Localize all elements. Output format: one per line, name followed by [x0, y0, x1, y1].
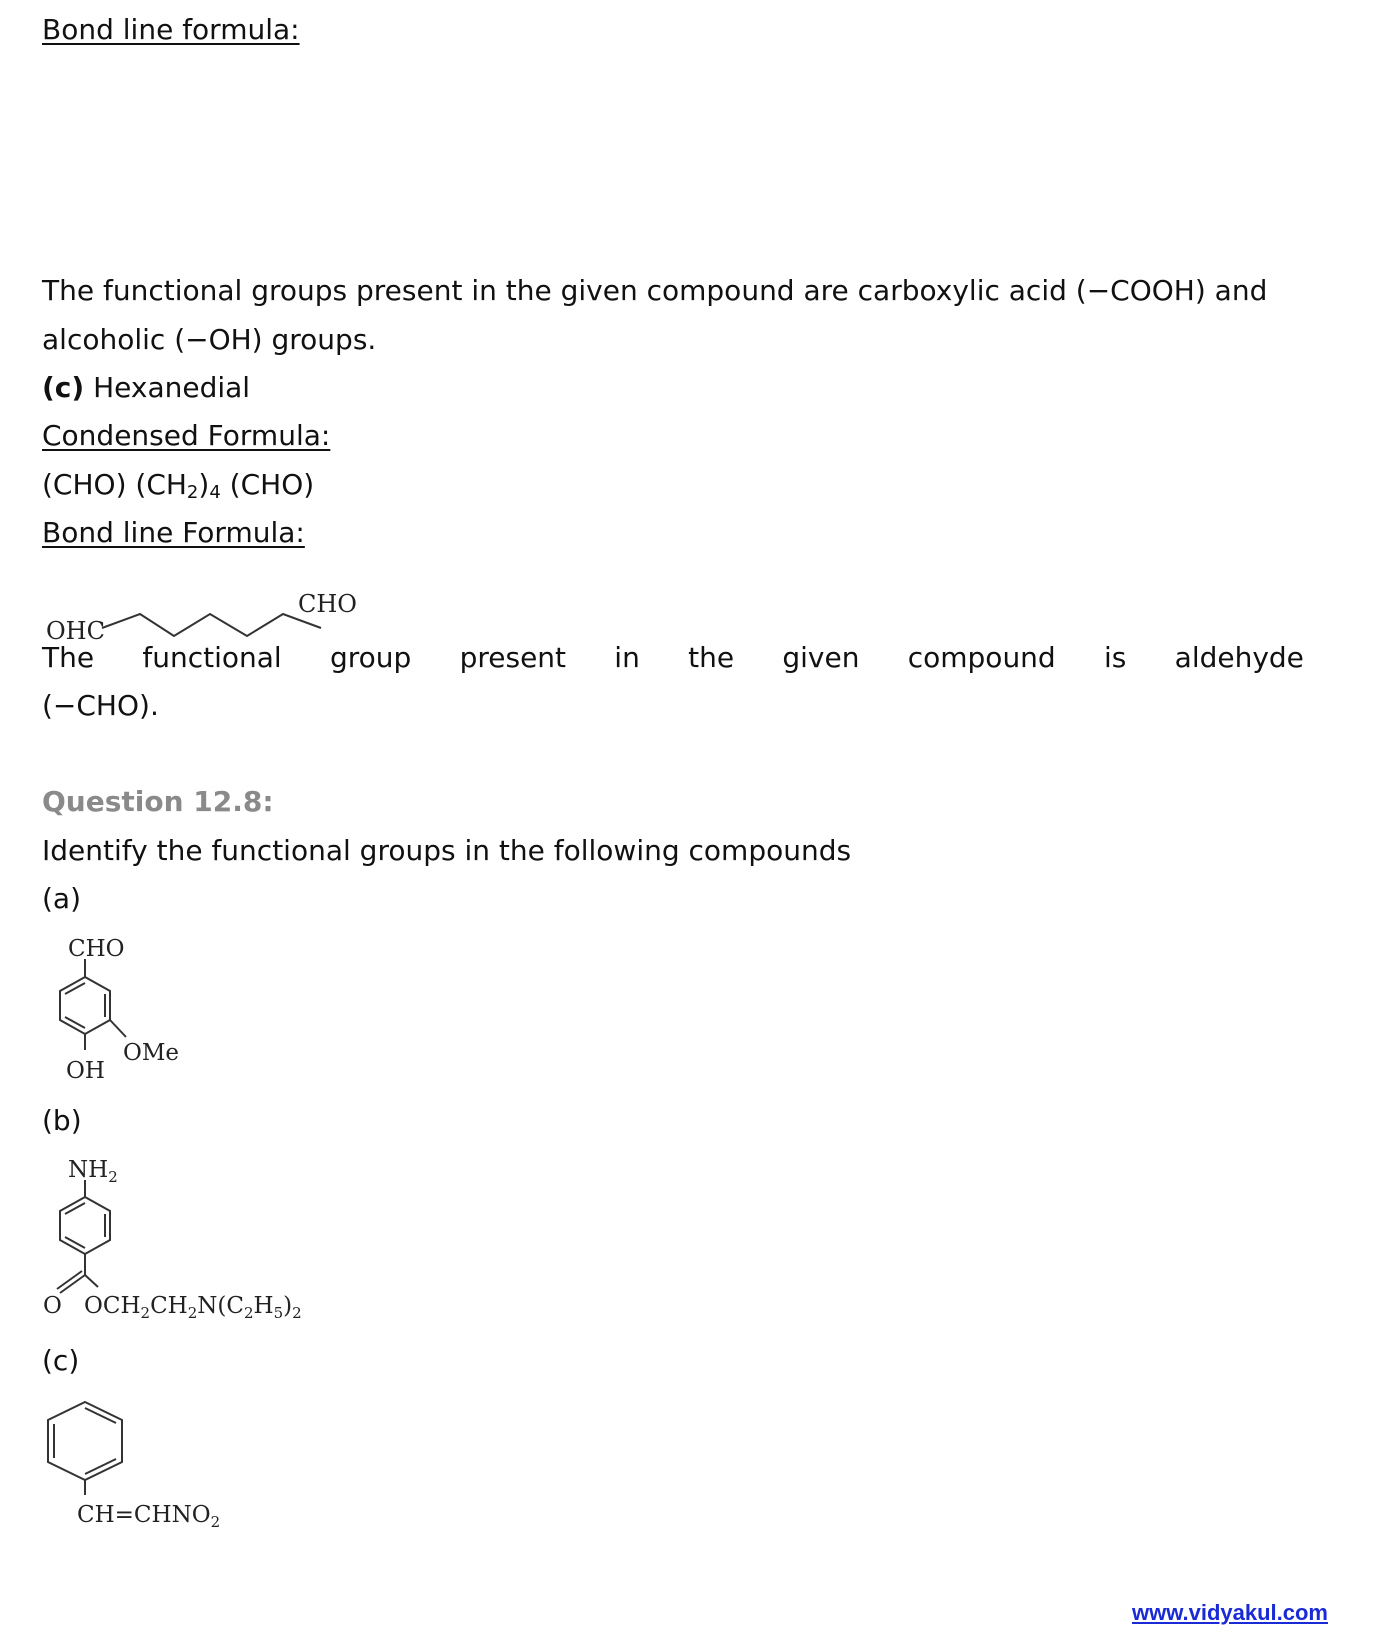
svg-text:CH=CHNO2: $CH=CHNO_2$ [77, 1502, 221, 1531]
footer-website-link[interactable]: www.vidyakul.com [1131, 1600, 1328, 1625]
word: compound [907, 641, 1056, 674]
structure-c [40, 1392, 300, 1572]
word: present [459, 641, 567, 674]
structure-a [40, 935, 260, 1105]
carbonyl-oxygen: O [43, 1293, 62, 1319]
part-c-heading [42, 370, 250, 406]
bond-line-formula-heading: Bond line formula: [42, 13, 300, 46]
benzene-ring [48, 1402, 122, 1480]
paragraph-functional-groups-line2: alcoholic (−OH) groups. [42, 323, 377, 356]
zigzag-chain [102, 614, 321, 636]
paragraph-aldehyde-line1 [42, 640, 1304, 676]
part-c-compound-name: Hexanedial [93, 371, 251, 404]
item-a-label: (a) [42, 882, 82, 915]
word: The [42, 641, 95, 674]
condensed-sub-2: 2 [186, 482, 199, 503]
ohc-group-label: OHC [46, 617, 105, 645]
ome-substituent: OMe [123, 1040, 180, 1066]
condensed-formula [42, 467, 314, 511]
svg-text:OCH2CH2N(C2H5)2: $OCH_2CH_2N(C_2H_5)_2$ [84, 1293, 302, 1322]
word: in [614, 641, 640, 674]
word: aldehyde [1174, 641, 1304, 674]
word: given [782, 641, 860, 674]
nh2-substituent [68, 1157, 118, 1186]
cho-substituent: CHO [68, 936, 125, 962]
word: is [1104, 641, 1127, 674]
structure-b [40, 1155, 340, 1325]
question-text: Identify the functional groups in the following compounds [42, 834, 852, 867]
svg-text:NH2: $NH_2$ [68, 1157, 118, 1186]
benzene-ring [60, 977, 110, 1034]
word: the [688, 641, 735, 674]
vinyl-nitro-substituent [77, 1502, 220, 1531]
item-c-label: (c) [42, 1344, 80, 1377]
condensed-formula-heading: Condensed Formula: [42, 419, 331, 452]
word: functional [142, 641, 282, 674]
cho-group-label: CHO [298, 590, 357, 618]
condensed-part-1: (CHO) (CH [42, 468, 187, 501]
question-title: Question 12.8: [42, 785, 274, 818]
word: group [329, 641, 412, 674]
benzene-ring [60, 1197, 110, 1254]
condensed-part-3: ) [198, 468, 210, 501]
condensed-sub-4: 4 [209, 482, 221, 503]
condensed-part-5: (CHO) [220, 468, 315, 501]
item-b-label: (b) [42, 1104, 82, 1137]
oh-substituent: OH [66, 1058, 105, 1084]
paragraph-functional-groups-line1: The functional groups present in the given compound are carboxylic acid (−COOH) and [42, 274, 1268, 307]
ester-chain-substituent [84, 1293, 302, 1322]
bond-line-formula-heading-2: Bond line Formula: [42, 516, 305, 549]
part-c-label: (c) [42, 371, 85, 404]
paragraph-aldehyde-line2: (−CHO). [42, 689, 159, 722]
